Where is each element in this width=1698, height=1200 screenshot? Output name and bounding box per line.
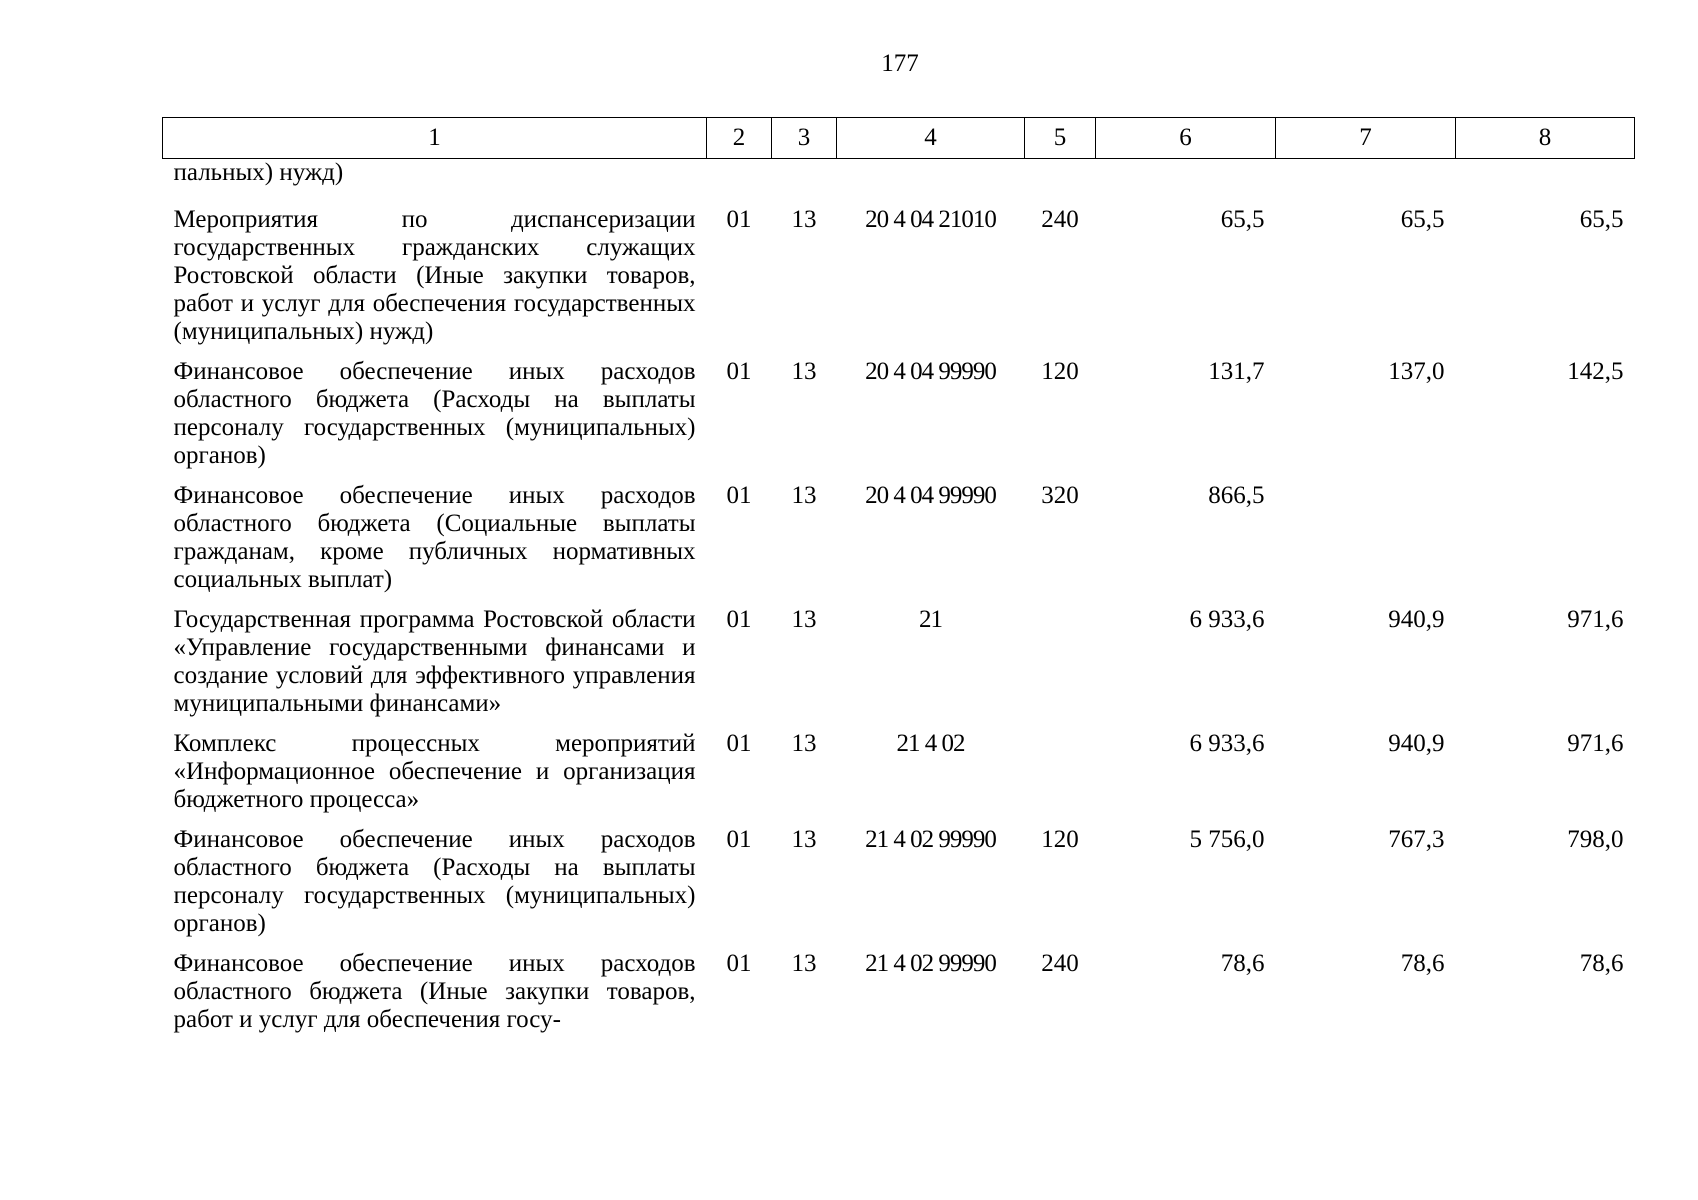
- row-subsection: 13: [791, 358, 817, 385]
- table-row: [163, 606, 1635, 730]
- column-header-4: 4: [837, 118, 1025, 159]
- row-name: Финансовое обеспечение иных расходов областного бюджета (Расходы на выплаты персоналу государственных (муниципальных) органов): [173, 826, 696, 937]
- page-number: 177: [881, 50, 919, 77]
- row-target-article: 21 4 02: [896, 730, 965, 757]
- column-header-3: 3: [772, 118, 837, 159]
- row-section: 01: [726, 206, 752, 233]
- table-header: [163, 118, 1635, 159]
- row-amount-col6: 6 933,6: [1189, 730, 1265, 757]
- row-amount-col8: 798,0: [1567, 826, 1624, 853]
- row-subsection: 13: [791, 206, 817, 233]
- row-amount-col7: 65,5: [1400, 206, 1445, 233]
- row-section: 01: [726, 950, 752, 977]
- row-subsection: 13: [791, 950, 817, 977]
- continuation-row: [163, 159, 1635, 207]
- table-row: [163, 730, 1635, 826]
- continuation-text: пальных) нужд): [173, 159, 344, 186]
- row-amount-col8: 142,5: [1567, 358, 1624, 385]
- row-expense-type: 120: [1041, 358, 1079, 385]
- row-amount-col6: 131,7: [1208, 358, 1265, 385]
- column-header-8: 8: [1456, 118, 1635, 159]
- row-expense-type: 240: [1041, 950, 1079, 977]
- row-subsection: 13: [791, 826, 817, 853]
- table-row: [163, 950, 1635, 1046]
- row-name: Финансовое обеспечение иных расходов областного бюджета (Расходы на выплаты персоналу государственных (муниципальных) органов): [173, 358, 696, 469]
- row-amount-col6: 78,6: [1220, 950, 1265, 977]
- row-name: Мероприятия по диспансеризации государственных гражданских служащих Ростовской области (Иные закупки товаров, работ и услуг для обеспечения государственных (муниципальных) нужд): [173, 206, 696, 345]
- row-subsection: 13: [791, 482, 817, 509]
- row-amount-col6: 6 933,6: [1189, 606, 1265, 633]
- row-section: 01: [726, 826, 752, 853]
- row-target-article: 21: [919, 606, 942, 633]
- row-expense-type: [1025, 606, 1096, 730]
- row-amount-col8: 971,6: [1567, 606, 1624, 633]
- table-row: [163, 358, 1635, 482]
- table-row: [163, 206, 1635, 358]
- row-target-article: 21 4 02 99990: [865, 950, 996, 977]
- table-row: [163, 826, 1635, 950]
- row-amount-col7: 767,3: [1388, 826, 1445, 853]
- row-amount-col8: 78,6: [1579, 950, 1624, 977]
- row-expense-type: [1025, 730, 1096, 826]
- row-expense-type: 320: [1041, 482, 1079, 509]
- row-expense-type: 120: [1041, 826, 1079, 853]
- header-row: [163, 118, 1635, 159]
- row-amount-col6: 5 756,0: [1189, 826, 1265, 853]
- row-amount-col8: 971,6: [1567, 730, 1624, 757]
- row-target-article: 20 4 04 21010: [865, 206, 996, 233]
- column-header-5: 5: [1025, 118, 1096, 159]
- row-name: Комплекс процессных мероприятий «Информационное обеспечение и организация бюджетного процесса»: [173, 730, 696, 813]
- row-amount-col7: 940,9: [1388, 606, 1445, 633]
- row-amount-col8: [1456, 482, 1635, 606]
- column-header-7: 7: [1276, 118, 1456, 159]
- row-amount-col7: 78,6: [1400, 950, 1445, 977]
- row-section: 01: [726, 606, 752, 633]
- row-name: Финансовое обеспечение иных расходов областного бюджета (Социальные выплаты гражданам, кроме публичных нормативных социальных выплат): [173, 482, 696, 593]
- row-section: 01: [726, 358, 752, 385]
- row-subsection: 13: [791, 606, 817, 633]
- row-subsection: 13: [791, 730, 817, 757]
- row-amount-col6: 65,5: [1220, 206, 1265, 233]
- row-amount-col7: 137,0: [1388, 358, 1445, 385]
- budget-table: [162, 117, 1635, 1046]
- row-name: Государственная программа Ростовской области «Управление государственными финансами и создание условий для эффективного управления муниципальными финансами»: [173, 606, 696, 717]
- column-header-1: 1: [163, 118, 707, 159]
- column-header-2: 2: [707, 118, 772, 159]
- row-name: Финансовое обеспечение иных расходов областного бюджета (Иные закупки товаров, работ и услуг для обеспечения госу-: [173, 950, 696, 1033]
- table-row: [163, 482, 1635, 606]
- row-target-article: 20 4 04 99990: [865, 358, 996, 385]
- row-amount-col7: 940,9: [1388, 730, 1445, 757]
- row-section: 01: [726, 730, 752, 757]
- row-section: 01: [726, 482, 752, 509]
- row-amount-col7: [1276, 482, 1456, 606]
- row-amount-col6: 866,5: [1208, 482, 1265, 509]
- row-target-article: 20 4 04 99990: [865, 482, 996, 509]
- row-expense-type: 240: [1041, 206, 1079, 233]
- row-amount-col8: 65,5: [1579, 206, 1624, 233]
- row-target-article: 21 4 02 99990: [865, 826, 996, 853]
- column-header-6: 6: [1096, 118, 1276, 159]
- table-body: [163, 159, 1635, 1047]
